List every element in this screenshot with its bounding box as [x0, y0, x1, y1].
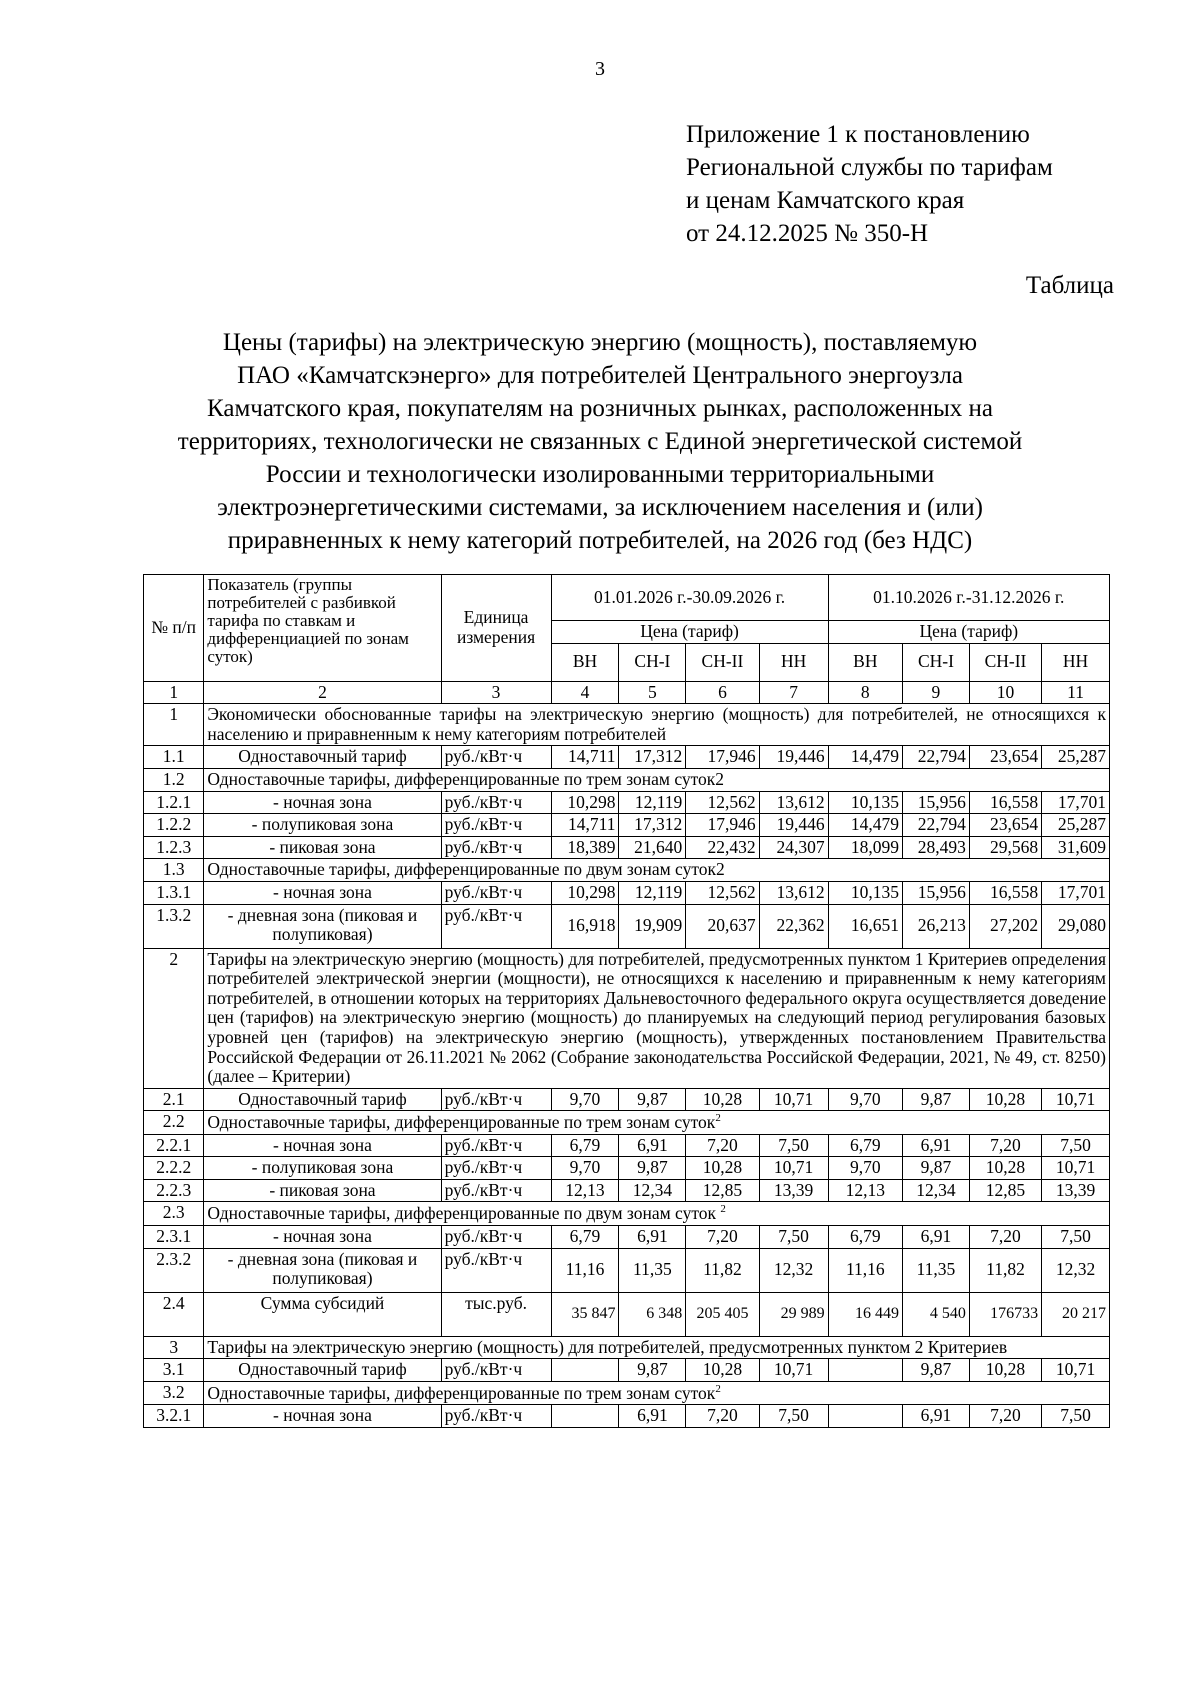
unit-cell: руб./кВт·ч — [441, 904, 551, 948]
tariff-value: 25,287 — [1042, 814, 1110, 837]
table-row — [144, 1088, 1110, 1111]
table-row — [144, 859, 1110, 882]
unit-cell: руб./кВт·ч — [441, 1248, 551, 1292]
column-number: 5 — [619, 681, 686, 704]
tariff-value: 23,654 — [969, 814, 1041, 837]
indicator-name: Сумма субсидий — [204, 1292, 441, 1336]
row-number: 1.3 — [144, 859, 204, 882]
header-level: НН — [759, 643, 828, 681]
tariff-value: 26,213 — [903, 904, 970, 948]
tariff-value: 9,87 — [619, 1359, 686, 1382]
tariff-value: 28,493 — [903, 836, 970, 859]
table-row — [144, 704, 1110, 746]
row-number: 2.2.1 — [144, 1134, 204, 1157]
tariff-value: 22,432 — [686, 836, 759, 859]
appendix-line: от 24.12.2025 № 350-Н — [686, 220, 929, 247]
row-number: 2.2 — [144, 1111, 204, 1134]
table-row — [144, 746, 1110, 769]
tariff-value: 6,79 — [828, 1134, 902, 1157]
tariff-value: 35 847 — [551, 1292, 619, 1336]
header-period-2: 01.10.2026 г.-31.12.2026 г. — [828, 575, 1109, 621]
tariff-value: 6,91 — [619, 1405, 686, 1428]
tariff-value: 6 348 — [619, 1292, 686, 1336]
tariff-value: 6,79 — [551, 1225, 619, 1248]
tariff-value: 29,080 — [1042, 904, 1110, 948]
tariff-value: 12,85 — [969, 1179, 1041, 1202]
header-level: ВН — [828, 643, 902, 681]
tariff-value: 7,20 — [686, 1134, 759, 1157]
tariff-value: 11,35 — [903, 1248, 970, 1292]
tariff-value — [551, 1359, 619, 1382]
tariff-value: 10,28 — [969, 1359, 1041, 1382]
tariff-value: 6,91 — [619, 1225, 686, 1248]
tariff-value: 13,612 — [759, 881, 828, 904]
row-text: Одноставочные тарифы, дифференцированные по трем зонам суток — [207, 1382, 716, 1403]
tariff-value: 18,389 — [551, 836, 619, 859]
table-row — [144, 1381, 1110, 1404]
tariff-value: 17,312 — [619, 814, 686, 837]
subsection-title — [204, 1202, 1110, 1225]
row-text: Тарифы на электрическую энергию (мощность) для потребителей, предусмотренных пунктом 2 Критериев — [207, 1336, 1008, 1357]
table-row — [144, 768, 1110, 791]
row-number: 3.1 — [144, 1359, 204, 1382]
tariff-value: 9,70 — [551, 1088, 619, 1111]
tariff-value: 12,13 — [828, 1179, 902, 1202]
table-row — [144, 1336, 1110, 1359]
tariff-value: 7,20 — [686, 1405, 759, 1428]
column-number: 1 — [144, 681, 204, 704]
tariff-value: 9,87 — [903, 1359, 970, 1382]
indicator-name: - ночная зона — [204, 881, 441, 904]
row-number: 2 — [144, 948, 204, 1088]
indicator-name: - ночная зона — [204, 1225, 441, 1248]
tariff-value: 17,312 — [619, 746, 686, 769]
unit-cell: руб./кВт·ч — [441, 1405, 551, 1428]
tariff-value: 6,79 — [828, 1225, 902, 1248]
tariff-value: 10,71 — [759, 1157, 828, 1180]
indicator-name: Одноставочный тариф — [204, 1359, 441, 1382]
tariff-value: 12,13 — [551, 1179, 619, 1202]
title-line: приравненных к нему категорий потребителей, на 2026 год (без НДС) — [227, 527, 973, 554]
tariff-value: 18,099 — [828, 836, 902, 859]
tariff-value: 10,28 — [686, 1088, 759, 1111]
unit-cell: руб./кВт·ч — [441, 836, 551, 859]
tariff-value: 7,50 — [759, 1405, 828, 1428]
table-row — [144, 948, 1110, 1088]
tariff-value: 22,362 — [759, 904, 828, 948]
tariff-value: 12,562 — [686, 791, 759, 814]
appendix-block — [686, 118, 1053, 250]
tariff-value: 7,50 — [1042, 1134, 1110, 1157]
tariff-value: 20,637 — [686, 904, 759, 948]
tariff-value: 24,307 — [759, 836, 828, 859]
title-line: ПАО «Камчатскэнерго» для потребителей Центрального энергоузла — [237, 362, 963, 389]
indicator-name: Одноставочный тариф — [204, 1088, 441, 1111]
tariff-value: 10,71 — [759, 1088, 828, 1111]
header-level: СН-I — [619, 643, 686, 681]
tariff-value: 10,298 — [551, 881, 619, 904]
title-line: Цены (тарифы) на электрическую энергию (мощность), поставляемую — [222, 329, 978, 356]
header-num: № п/п — [144, 575, 204, 682]
table-row — [144, 1111, 1110, 1134]
tariff-value: 10,28 — [686, 1359, 759, 1382]
unit-cell: руб./кВт·ч — [441, 814, 551, 837]
header-level: СН-II — [969, 643, 1041, 681]
tariff-value: 11,16 — [828, 1248, 902, 1292]
tariff-value — [828, 1359, 902, 1382]
tariff-value: 17,701 — [1042, 791, 1110, 814]
unit-cell: руб./кВт·ч — [441, 1088, 551, 1111]
row-number: 1.2.2 — [144, 814, 204, 837]
tariff-value: 7,20 — [969, 1134, 1041, 1157]
indicator-name: - пиковая зона — [204, 836, 441, 859]
tariff-value: 7,20 — [969, 1405, 1041, 1428]
table-row — [144, 1359, 1110, 1382]
unit-cell: руб./кВт·ч — [441, 791, 551, 814]
tariff-value — [551, 1405, 619, 1428]
section-title — [204, 704, 1110, 746]
tariff-value: 13,39 — [1042, 1179, 1110, 1202]
unit-cell: руб./кВт·ч — [441, 1225, 551, 1248]
document-title — [100, 326, 1100, 557]
row-number: 2.3.2 — [144, 1248, 204, 1292]
tariff-value: 17,946 — [686, 814, 759, 837]
tariff-value: 19,446 — [759, 746, 828, 769]
tariff-value: 23,654 — [969, 746, 1041, 769]
section-title — [204, 948, 1110, 1088]
row-number: 2.4 — [144, 1292, 204, 1336]
table-row — [144, 1179, 1110, 1202]
tariff-value: 15,956 — [903, 881, 970, 904]
table-row — [144, 1134, 1110, 1157]
tariff-value: 9,87 — [903, 1157, 970, 1180]
row-number: 2.2.3 — [144, 1179, 204, 1202]
title-line: электроэнергетическими системами, за исключением населения и (или) — [217, 494, 983, 521]
unit-cell: руб./кВт·ч — [441, 1157, 551, 1180]
tariff-value: 10,298 — [551, 791, 619, 814]
table-row — [144, 1225, 1110, 1248]
header-price-1: Цена (тариф) — [551, 621, 828, 644]
tariff-value: 6,79 — [551, 1134, 619, 1157]
indicator-name: - полупиковая зона — [204, 1157, 441, 1180]
tariff-value: 10,28 — [969, 1088, 1041, 1111]
tariff-value: 9,70 — [551, 1157, 619, 1180]
tariff-value: 12,119 — [619, 881, 686, 904]
tariff-value: 176733 — [969, 1292, 1041, 1336]
tariff-value: 14,479 — [828, 746, 902, 769]
tariff-value: 205 405 — [686, 1292, 759, 1336]
header-price-2: Цена (тариф) — [828, 621, 1109, 644]
unit-cell: руб./кВт·ч — [441, 1134, 551, 1157]
tariff-value: 19,909 — [619, 904, 686, 948]
tariff-value: 9,70 — [828, 1157, 902, 1180]
tariff-value: 12,119 — [619, 791, 686, 814]
tariff-value: 15,956 — [903, 791, 970, 814]
header-level: СН-I — [903, 643, 970, 681]
row-text: Одноставочные тарифы, дифференцированные по двум зонам суток — [207, 1203, 721, 1224]
tariff-value: 16 449 — [828, 1292, 902, 1336]
tariff-value: 7,50 — [1042, 1405, 1110, 1428]
row-number: 3.2.1 — [144, 1405, 204, 1428]
tariff-value: 16,651 — [828, 904, 902, 948]
column-number: 9 — [903, 681, 970, 704]
row-number: 2.2.2 — [144, 1157, 204, 1180]
column-number: 6 — [686, 681, 759, 704]
row-number: 1.2.1 — [144, 791, 204, 814]
title-line: России и технологически изолированными территориальными — [265, 461, 935, 488]
tariff-value: 14,711 — [551, 814, 619, 837]
unit-cell: руб./кВт·ч — [441, 746, 551, 769]
tariff-value: 25,287 — [1042, 746, 1110, 769]
unit-cell: тыс.руб. — [441, 1292, 551, 1336]
row-number: 2.3.1 — [144, 1225, 204, 1248]
tariff-value: 17,701 — [1042, 881, 1110, 904]
subsection-title — [204, 768, 1110, 791]
header-indicator: Показатель (группы потребителей с разбивкой тарифа по ставкам и дифференциацией по зонам суток) — [204, 575, 441, 682]
tariff-value: 9,70 — [828, 1088, 902, 1111]
tariff-value: 13,612 — [759, 791, 828, 814]
table-row — [144, 1157, 1110, 1180]
tariff-value: 12,32 — [759, 1248, 828, 1292]
header-level: ВН — [551, 643, 619, 681]
table-row — [144, 791, 1110, 814]
tariff-value: 27,202 — [969, 904, 1041, 948]
row-text: Одноставочные тарифы, дифференцированные по трем зонам суток — [207, 1112, 716, 1133]
tariff-value: 17,946 — [686, 746, 759, 769]
footnote-mark: 2 — [720, 1203, 726, 1216]
tariff-value: 20 217 — [1042, 1292, 1110, 1336]
tariff-value: 11,82 — [969, 1248, 1041, 1292]
row-number: 1.2.3 — [144, 836, 204, 859]
tariff-value: 12,34 — [903, 1179, 970, 1202]
indicator-name: - ночная зона — [204, 791, 441, 814]
table-row — [144, 836, 1110, 859]
tariff-table — [143, 574, 1110, 1428]
column-number: 2 — [204, 681, 441, 704]
tariff-value: 22,794 — [903, 814, 970, 837]
row-number: 2.1 — [144, 1088, 204, 1111]
row-text: Экономически обоснованные тарифы на электрическую энергию (мощность) для потребителей, не относящихся к населению и приравненным к нему категориям потребителей — [207, 704, 1106, 744]
tariff-value: 10,71 — [1042, 1157, 1110, 1180]
table-row — [144, 904, 1110, 948]
indicator-name: - ночная зона — [204, 1134, 441, 1157]
row-number: 3 — [144, 1336, 204, 1359]
indicator-name: - пиковая зона — [204, 1179, 441, 1202]
tariff-value: 12,32 — [1042, 1248, 1110, 1292]
tariff-value: 31,609 — [1042, 836, 1110, 859]
tariff-value: 10,135 — [828, 881, 902, 904]
column-number: 8 — [828, 681, 902, 704]
tariff-value: 12,34 — [619, 1179, 686, 1202]
tariff-value: 10,135 — [828, 791, 902, 814]
table-row — [144, 1248, 1110, 1292]
subsection-title — [204, 1381, 1110, 1404]
tariff-value: 16,918 — [551, 904, 619, 948]
tariff-value: 10,71 — [1042, 1088, 1110, 1111]
row-number: 3.2 — [144, 1381, 204, 1404]
tariff-value: 11,35 — [619, 1248, 686, 1292]
tariff-value: 19,446 — [759, 814, 828, 837]
title-line: территориях, технологически не связанных с Единой энергетической системой — [177, 428, 1023, 455]
column-number: 10 — [969, 681, 1041, 704]
tariff-value: 12,562 — [686, 881, 759, 904]
tariff-value: 9,87 — [619, 1088, 686, 1111]
tariff-value: 12,85 — [686, 1179, 759, 1202]
unit-cell: руб./кВт·ч — [441, 1359, 551, 1382]
row-number: 2.3 — [144, 1202, 204, 1225]
unit-cell: руб./кВт·ч — [441, 881, 551, 904]
row-number: 1 — [144, 704, 204, 746]
table-label: Таблица — [1025, 272, 1114, 299]
indicator-name: - полупиковая зона — [204, 814, 441, 837]
appendix-line: Приложение 1 к постановлению — [686, 121, 1030, 148]
tariff-value: 6,91 — [903, 1134, 970, 1157]
subsection-title — [204, 1111, 1110, 1134]
tariff-value: 6,91 — [619, 1134, 686, 1157]
appendix-line: Региональной службы по тарифам — [686, 154, 1053, 181]
tariff-value: 29,568 — [969, 836, 1041, 859]
header-unit: Единица измерения — [441, 575, 551, 682]
header-level: СН-II — [686, 643, 759, 681]
indicator-name: - дневная зона (пиковая и полупиковая) — [204, 904, 441, 948]
appendix-line: и ценам Камчатского края — [686, 187, 965, 214]
tariff-value: 6,91 — [903, 1405, 970, 1428]
tariff-value: 7,20 — [969, 1225, 1041, 1248]
tariff-value: 4 540 — [903, 1292, 970, 1336]
row-text: Тарифы на электрическую энергию (мощность) для потребителей, предусмотренных пунктом 1 Критериев определения потребителей электрической энергии (мощности), не относящихся к населению и приравненным к нему категориям потребителей, в отношении которых на территориях Дальневосточного федерального округа осуществляется доведение цен (тарифов) на электрическую энергию (мощность) до планируемых на следующий период регулирования базовых уровней цен (тарифов) на электрическую энергию (мощность), утвержденных постановлением Правительства Российской Федерации от 26.11.2021 № 2062 (Собрание законодательства Российской Федерации, 2021, № 49, ст. 8250) (далее – Критерии) — [207, 948, 1106, 1087]
tariff-value: 10,28 — [969, 1157, 1041, 1180]
tariff-value: 13,39 — [759, 1179, 828, 1202]
tariff-value: 21,640 — [619, 836, 686, 859]
row-number: 1.3.1 — [144, 881, 204, 904]
table-row — [144, 881, 1110, 904]
tariff-value: 10,71 — [1042, 1359, 1110, 1382]
table-row — [144, 1202, 1110, 1225]
column-number: 7 — [759, 681, 828, 704]
tariff-value: 10,28 — [686, 1157, 759, 1180]
tariff-value: 22,794 — [903, 746, 970, 769]
tariff-value — [828, 1405, 902, 1428]
header-period-1: 01.01.2026 г.-30.09.2026 г. — [551, 575, 828, 621]
column-number: 11 — [1042, 681, 1110, 704]
indicator-name: - ночная зона — [204, 1405, 441, 1428]
section-title — [204, 1336, 1110, 1359]
tariff-value: 11,82 — [686, 1248, 759, 1292]
table-row — [144, 814, 1110, 837]
tariff-value: 11,16 — [551, 1248, 619, 1292]
header-level: НН — [1042, 643, 1110, 681]
footnote-mark: 2 — [715, 1112, 721, 1125]
tariff-value: 9,87 — [903, 1088, 970, 1111]
row-number: 1.3.2 — [144, 904, 204, 948]
footnote-mark: 2 — [715, 1382, 721, 1395]
tariff-value: 7,50 — [759, 1225, 828, 1248]
table-row — [144, 1292, 1110, 1336]
title-line: Камчатского края, покупателям на розничных рынках, расположенных на — [207, 395, 993, 422]
table-row — [144, 1405, 1110, 1428]
tariff-value: 29 989 — [759, 1292, 828, 1336]
column-number: 3 — [441, 681, 551, 704]
tariff-value: 14,711 — [551, 746, 619, 769]
tariff-value: 6,91 — [903, 1225, 970, 1248]
unit-cell: руб./кВт·ч — [441, 1179, 551, 1202]
tariff-value: 7,50 — [1042, 1225, 1110, 1248]
row-number: 1.2 — [144, 768, 204, 791]
tariff-value: 16,558 — [969, 791, 1041, 814]
page-number: 3 — [595, 58, 605, 80]
column-number: 4 — [551, 681, 619, 704]
tariff-value: 10,71 — [759, 1359, 828, 1382]
subsection-title — [204, 859, 1110, 882]
row-text: Одноставочные тарифы, дифференцированные по двум зонам суток2 — [207, 859, 725, 880]
indicator-name: Одноставочный тариф — [204, 746, 441, 769]
tariff-value: 14,479 — [828, 814, 902, 837]
tariff-value: 7,20 — [686, 1225, 759, 1248]
tariff-value: 9,87 — [619, 1157, 686, 1180]
tariff-value: 7,50 — [759, 1134, 828, 1157]
tariff-value: 16,558 — [969, 881, 1041, 904]
indicator-name: - дневная зона (пиковая и полупиковая) — [204, 1248, 441, 1292]
row-number: 1.1 — [144, 746, 204, 769]
row-text: Одноставочные тарифы, дифференцированные по трем зонам суток2 — [207, 768, 725, 789]
